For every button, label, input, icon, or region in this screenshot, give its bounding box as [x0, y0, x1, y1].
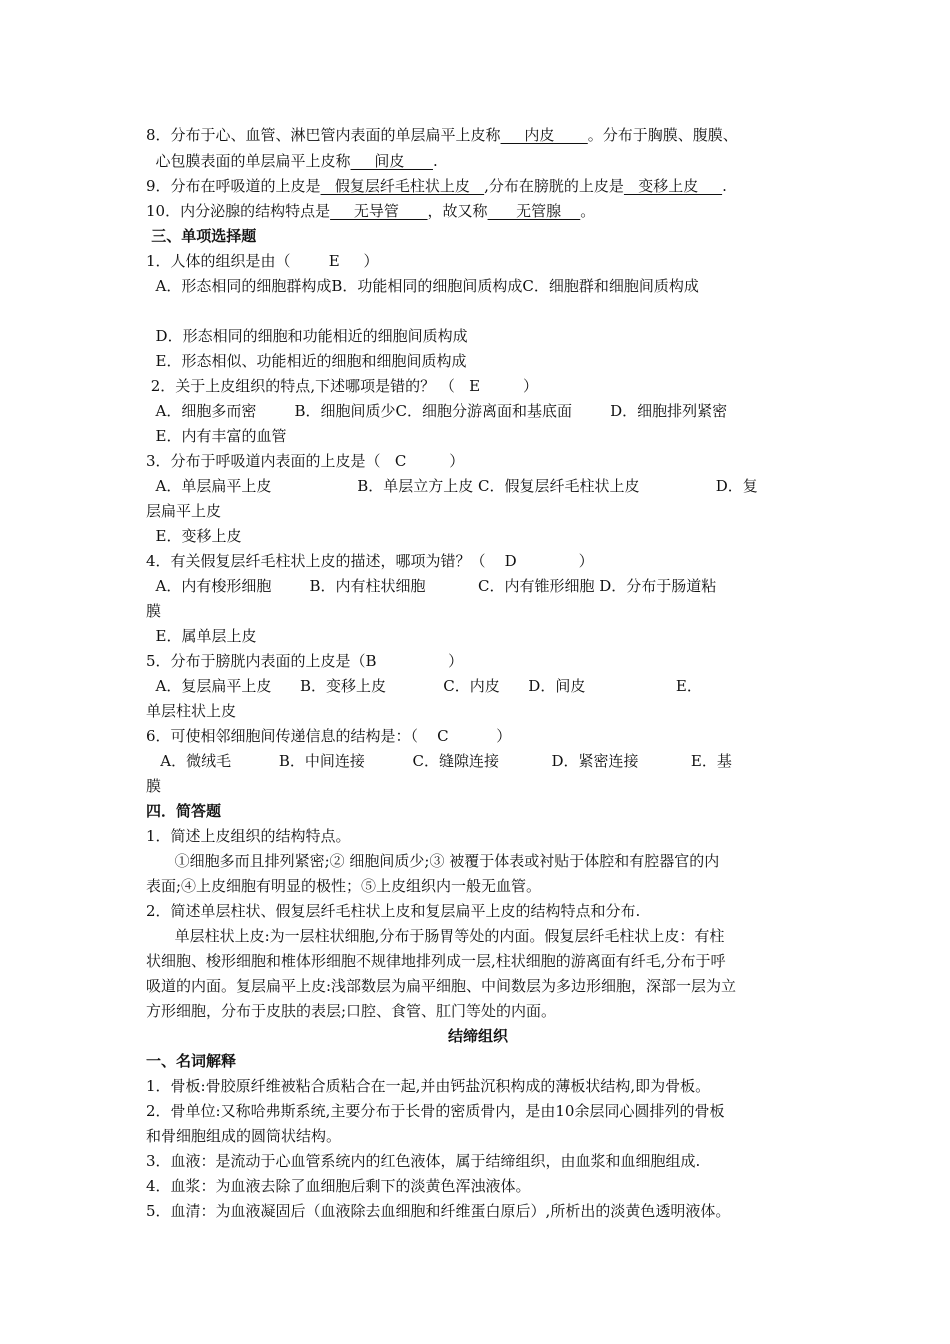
question-line: 2．关于上皮组织的特点,下述哪项是错的？ （ E ） [146, 377, 539, 395]
answer-blank: 变移上皮 [623, 177, 723, 195]
answer-blank: 内皮 [500, 126, 588, 144]
answer-line: 吸道的内面。复层扁平上皮:浅部数层为扁平细胞、中间数层为多边形细胞，深部一层为立 [146, 977, 737, 995]
option-line: 单层柱状上皮 [146, 702, 237, 720]
option-line: E．形态相似、功能相近的细胞和细胞间质构成 [146, 352, 467, 370]
answer-blank: 无管腺 [487, 202, 581, 220]
option-line: A．形态相同的细胞群构成B．功能相同的细胞间质构成C．细胞群和细胞间质构成 [146, 277, 699, 295]
answer-line: 1．简述上皮组织的结构特点。 [146, 827, 351, 845]
option-line: E．内有丰富的血管 [146, 427, 287, 445]
option-line: A．单层扁平上皮 B．单层立方上皮 C．假复层纤毛柱状上皮 D．复 [146, 477, 758, 495]
answer-blank: 无导管 [330, 202, 428, 220]
answer-line: 方形细胞，分布于皮肤的表层;口腔、食管、肛门等处的内面。 [146, 1002, 557, 1020]
definition-line: 1．骨板:骨胶原纤维被粘合质粘合在一起,并由钙盐沉积构成的薄板状结构,即为骨板。 [146, 1077, 711, 1095]
chapter-title: 结缔组织 [447, 1027, 508, 1045]
option-line: 膜 [146, 602, 162, 620]
section-heading-short-answer: 四．简答题 [146, 802, 222, 820]
fill-blank-line-10: 10．内分泌腺的结构特点是 无导管 ，故又称 无管腺 。 [146, 202, 596, 220]
option-line: A．微绒毛 B．中间连接 C．缝隙连接 D．紧密连接 E．基 [146, 752, 732, 770]
question-line: 5．分布于膀胱内表面的上皮是（B ） [146, 652, 464, 670]
answer-blank: 间皮 [350, 152, 433, 170]
fill-blank-line-9: 9．分布在呼吸道的上皮是 假复层纤毛柱状上皮 ,分布在膀胱的上皮是 变移上皮 . [146, 177, 727, 195]
question-line: 4．有关假复层纤毛柱状上皮的描述，哪项为错？（ D ） [146, 552, 594, 570]
answer-line: 2．简述单层柱状、假复层纤毛柱状上皮和复层扁平上皮的结构特点和分布. [146, 902, 641, 920]
definition-line: 2．骨单位:又称哈弗斯系统,主要分布于长骨的密质骨内，是由10余层同心圆排列的骨板 [146, 1102, 725, 1120]
option-line: E．属单层上皮 [146, 627, 257, 645]
question-line: 1．人体的组织是由（ E ） [146, 252, 379, 270]
definition-line: 和骨细胞组成的圆筒状结构。 [146, 1127, 342, 1145]
answer-line: 状细胞、梭形细胞和椎体形细胞不规律地排列成一层,柱状细胞的游离面有纤毛,分布于呼 [146, 952, 726, 970]
option-line: E．变移上皮 [146, 527, 242, 545]
option-line: D．形态相同的细胞和功能相近的细胞间质构成 [146, 327, 468, 345]
fill-blank-line-8: 8．分布于心、血管、淋巴管内表面的单层扁平上皮称 内皮 。分布于胸膜、腹膜、 [146, 126, 738, 144]
section-heading-single-choice: 三、单项选择题 [146, 227, 257, 245]
fill-blank-line-8-cont: 心包膜表面的单层扁平上皮称 间皮 . [146, 152, 438, 170]
option-line: A．内有梭形细胞 B．内有柱状细胞 C．内有锥形细胞 D．分布于肠道粘 [146, 577, 717, 595]
option-line: 层扁平上皮 [146, 502, 222, 520]
answer-blank: 假复层纤毛柱状上皮 [320, 177, 485, 195]
answer-line: 单层柱状上皮:为一层柱状细胞,分布于肠胃等处的内面。假复层纤毛柱状上皮：有柱 [146, 927, 725, 945]
option-line: 膜 [146, 777, 162, 795]
definition-line: 3．血液：是流动于心血管系统内的红色液体，属于结缔组织，由血浆和血细胞组成. [146, 1152, 701, 1170]
answer-line: ①细胞多而且排列紧密;② 细胞间质少;③ 被覆于体表或衬贴于体腔和有腔器官的内 [146, 852, 720, 870]
question-line: 3．分布于呼吸道内表面的上皮是（ C ） [146, 452, 465, 470]
section-heading-definitions: 一、名词解释 [146, 1052, 237, 1070]
definition-line: 4．血浆：为血液去除了血细胞后剩下的淡黄色浑浊液体。 [146, 1177, 531, 1195]
question-line: 6．可使相邻细胞间传递信息的结构是：（ C ） [146, 727, 512, 745]
option-line: A．复层扁平上皮 B．变移上皮 C．内皮 D．间皮 E． [146, 677, 702, 695]
answer-line: 表面;④上皮细胞有明显的极性；⑤上皮组织内一般无血管。 [146, 877, 542, 895]
option-line: A．细胞多而密 B．细胞间质少C．细胞分游离面和基底面 D．细胞排列紧密 [146, 402, 728, 420]
definition-line: 5．血清：为血液凝固后（血液除去血细胞和纤维蛋白原后）,所析出的淡黄色透明液体。 [146, 1202, 731, 1220]
